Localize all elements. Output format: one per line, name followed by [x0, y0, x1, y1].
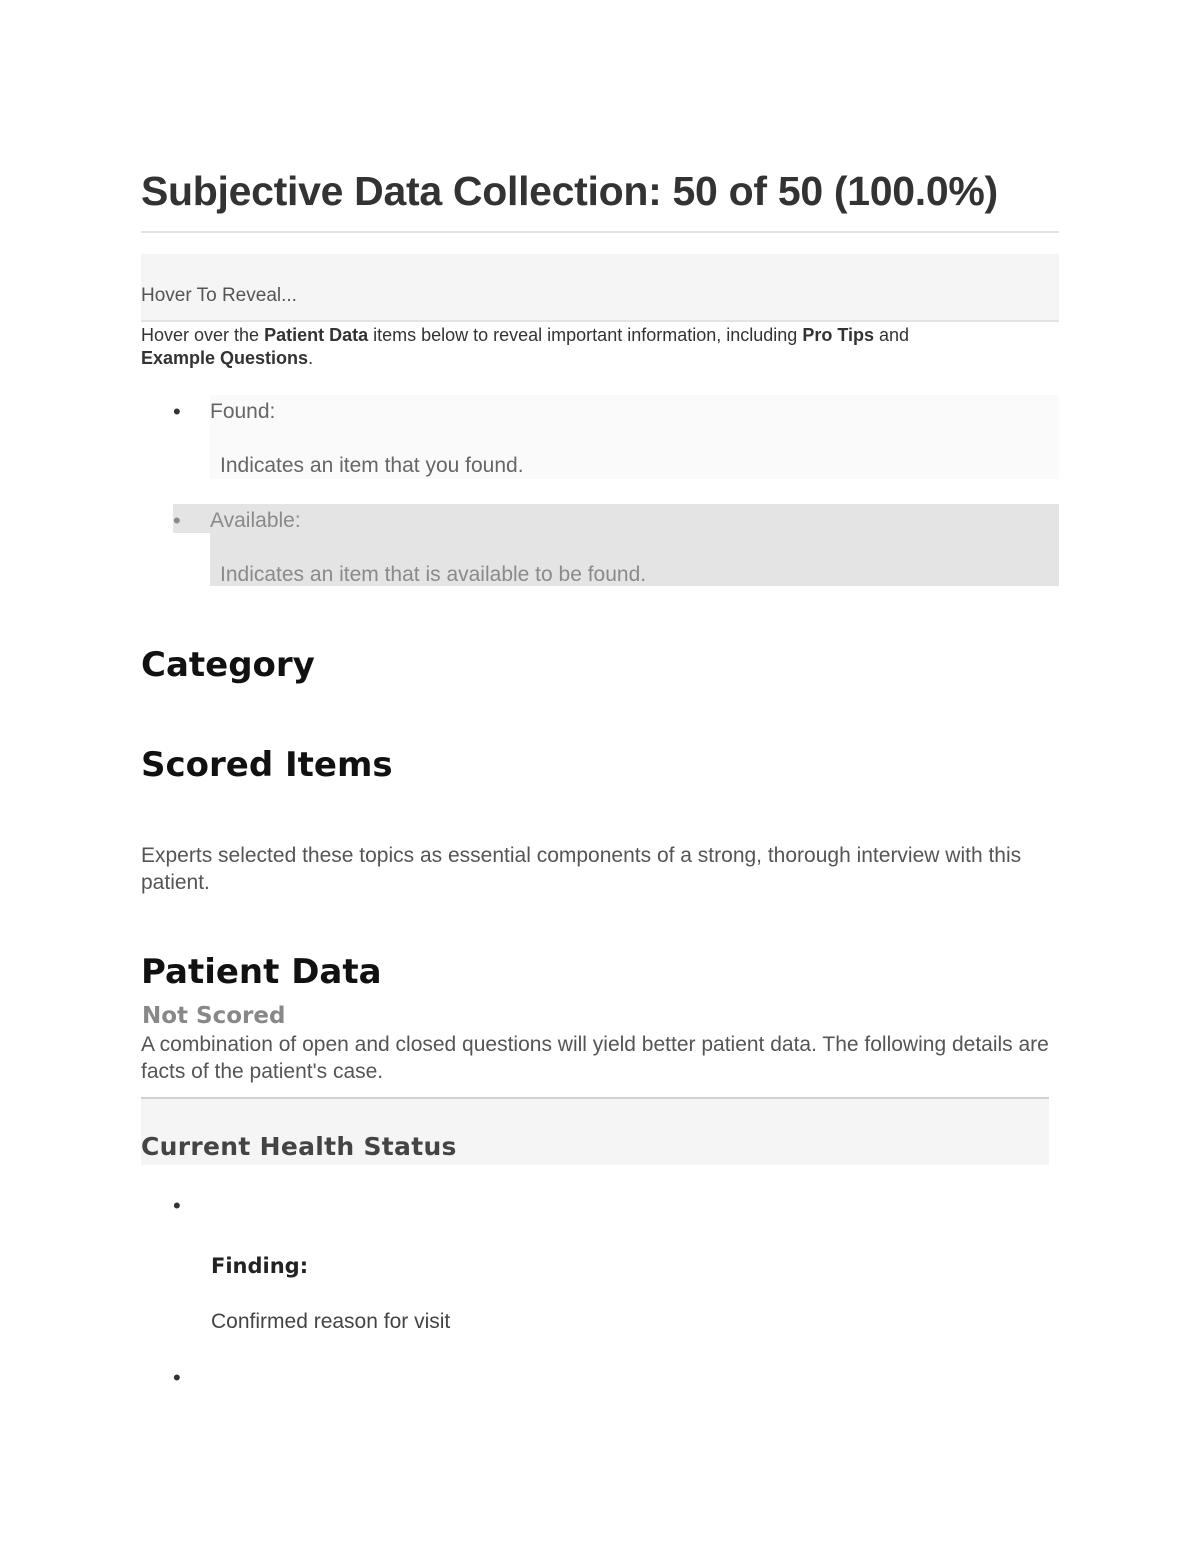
finding-value: Confirmed reason for visit: [211, 1310, 451, 1333]
intro-bold-example-questions: Example Questions: [141, 348, 309, 368]
legend-found-label: Found:: [210, 400, 276, 423]
legend-available-label: Available:: [210, 509, 301, 532]
bullet-icon: •: [173, 1193, 181, 1218]
legend-available-description: Indicates an item that is available to be found.: [220, 563, 647, 586]
page-title: Subjective Data Collection: 50 of 50 (100.0%): [141, 168, 998, 214]
scored-items-heading: Scored Items: [141, 745, 393, 785]
hover-reveal-panel[interactable]: [141, 254, 1059, 322]
title-divider: [141, 231, 1059, 233]
section-title: Current Health Status: [141, 1132, 457, 1161]
hover-instructions: [141, 324, 961, 370]
intro-text-4: .: [308, 348, 314, 368]
finding-label: Finding:: [211, 1254, 309, 1278]
scored-items-description: Experts selected these topics as essential components of a strong, thorough interview with this patient.: [141, 844, 1022, 894]
bullet-icon: •: [173, 399, 181, 424]
hover-reveal-title: Hover To Reveal...: [141, 285, 297, 306]
bullet-icon: •: [173, 1365, 181, 1390]
intro-text-1: Hover over the: [141, 325, 265, 345]
bullet-icon: •: [173, 508, 181, 533]
category-heading: Category: [141, 645, 315, 685]
patient-data-description: A combination of open and closed questions will yield better patient data. The following details are facts of the patient's case.: [141, 1033, 1049, 1083]
patient-data-heading: Patient Data: [141, 952, 382, 992]
legend-found-description: Indicates an item that you found.: [220, 454, 524, 477]
section-header[interactable]: [141, 1097, 1049, 1165]
not-scored-label: Not Scored: [142, 1003, 286, 1029]
intro-bold-pro-tips: Pro Tips: [802, 325, 874, 345]
intro-text-2: items below to reveal important information, including: [368, 325, 803, 345]
intro-text-3: and: [874, 325, 910, 345]
intro-bold-patient-data: Patient Data: [264, 325, 369, 345]
